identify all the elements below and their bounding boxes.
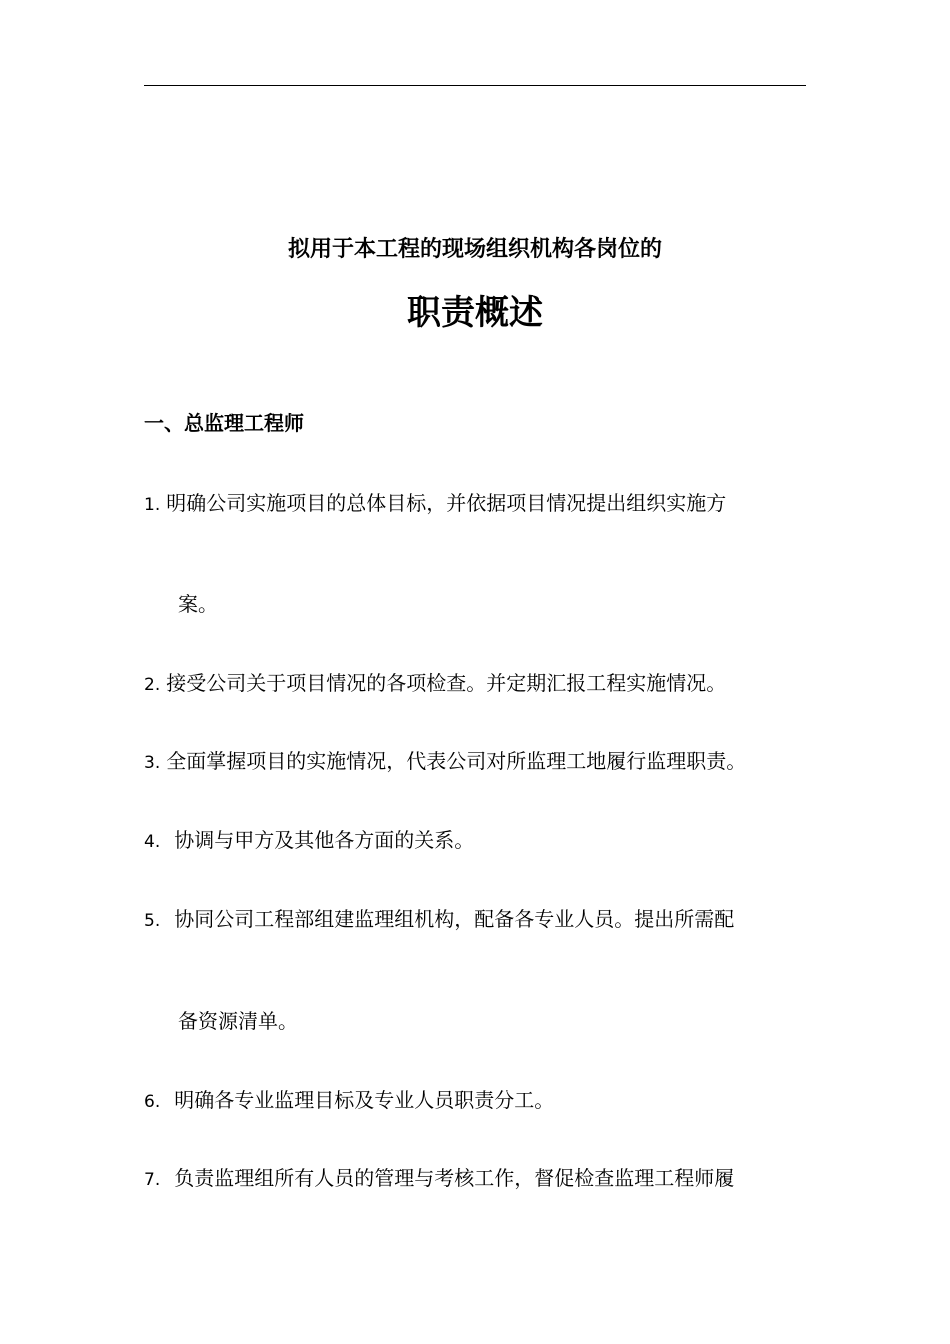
- list-item-number: 7.: [144, 1170, 161, 1190]
- list-item-number: 2.: [144, 675, 161, 695]
- list-item: [144, 1163, 824, 1195]
- section-heading: 一、总监理工程师: [144, 411, 304, 435]
- list-item: [144, 904, 824, 936]
- list-item-text: 全面掌握项目的实施情况，代表公司对所监理工地履行监理职责。: [166, 749, 747, 773]
- list-item-text: 负责监理组所有人员的管理与考核工作，督促检查监理工程师履: [174, 1166, 735, 1190]
- list-item-number: 6.: [144, 1092, 161, 1112]
- list-item-number: 1.: [144, 495, 161, 515]
- list-item: [144, 488, 824, 520]
- list-item-number: 3.: [144, 753, 161, 773]
- list-item-continuation: 案。: [178, 592, 218, 616]
- list-item: [144, 825, 824, 857]
- list-item-text: 协调与甲方及其他各方面的关系。: [174, 828, 475, 852]
- header-rule: [144, 85, 806, 86]
- document-title-line-1: 拟用于本工程的现场组织机构各岗位的: [287, 237, 662, 262]
- list-item-text: 协同公司工程部组建监理组机构，配备各专业人员。提出所需配: [174, 907, 735, 931]
- list-item: [144, 668, 824, 700]
- list-item-text: 明确公司实施项目的总体目标，并依据项目情况提出组织实施方: [166, 491, 727, 515]
- list-item-number: 4.: [144, 832, 161, 852]
- document-title-line-2: 职责概述: [407, 293, 543, 333]
- list-item-text: 明确各专业监理目标及专业人员职责分工。: [174, 1088, 555, 1112]
- list-item-continuation: 备资源清单。: [178, 1009, 298, 1033]
- list-item: [144, 746, 824, 778]
- list-item-number: 5.: [144, 911, 161, 931]
- list-item: [144, 1085, 824, 1117]
- list-item-text: 接受公司关于项目情况的各项检查。并定期汇报工程实施情况。: [166, 671, 727, 695]
